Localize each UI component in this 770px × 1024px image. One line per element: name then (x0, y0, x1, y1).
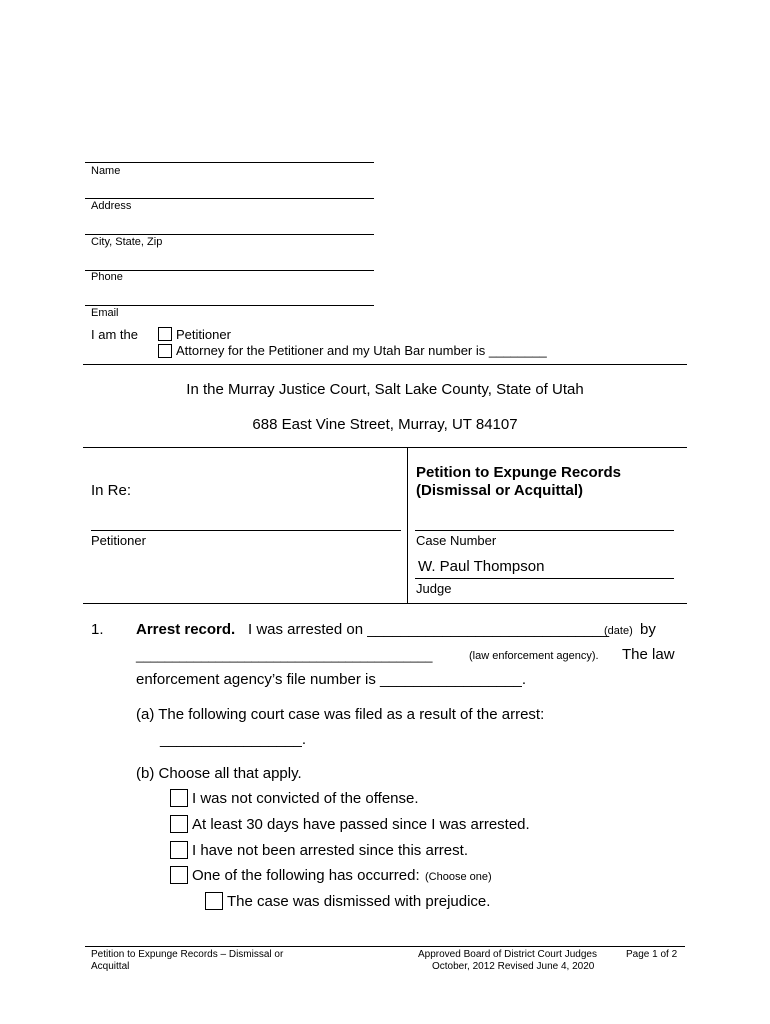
phone-label: Phone (91, 271, 123, 283)
case-number-label: Case Number (416, 533, 497, 548)
divider-caption-bottom (83, 603, 687, 604)
petitioner-checkbox[interactable] (158, 327, 172, 341)
not-arrested-label: I have not been arrested since this arrest. (192, 842, 468, 859)
address-label: Address (91, 200, 132, 212)
phone-line (85, 270, 374, 271)
footer-revision: October, 2012 Revised June 4, 2020 (432, 961, 595, 972)
address-line (85, 198, 374, 199)
section-number: 1. (91, 621, 104, 638)
document-subtitle: (Dismissal or Acquittal) (416, 482, 583, 499)
name-line (85, 162, 374, 163)
court-name: In the Murray Justice Court, Salt Lake County, State of Utah (186, 381, 584, 398)
caption-vertical-divider (407, 447, 408, 603)
email-line (85, 305, 374, 306)
email-label: Email (91, 307, 119, 319)
petitioner-option: Petitioner (176, 327, 231, 342)
judge-name[interactable]: W. Paul Thompson (418, 558, 545, 575)
thirty-days-checkbox[interactable] (170, 815, 188, 833)
role-label: I am the (91, 327, 138, 342)
city-line (85, 234, 374, 235)
city-state-zip-label: City, State, Zip (91, 236, 163, 248)
attorney-option: Attorney for the Petitioner and my Utah Bar number is ________ (176, 343, 547, 358)
divider-caption-top (83, 447, 687, 448)
choose-one-note: (Choose one) (425, 871, 492, 883)
footer-line (85, 946, 685, 947)
one-occurred-checkbox[interactable] (170, 866, 188, 884)
one-occurred-label: One of the following has occurred: (192, 867, 420, 884)
in-re-label: In Re: (91, 482, 132, 499)
judge-label: Judge (416, 581, 452, 596)
the-law-text: The law (622, 646, 675, 663)
case-number-line (415, 530, 674, 531)
document-title: Petition to Expunge Records (416, 464, 622, 481)
section-heading: Arrest record. (136, 621, 236, 638)
dismissed-checkbox[interactable] (205, 892, 223, 910)
footer-left-line1: Petition to Expunge Records – Dismissal or (91, 949, 284, 960)
divider-top (83, 364, 687, 365)
attorney-checkbox[interactable] (158, 344, 172, 358)
item-a-blank: _________________. (160, 731, 306, 748)
item-a-text: (a) The following court case was filed as a result of the arrest: (136, 706, 545, 723)
petitioner-line (91, 530, 401, 531)
agency-note: (law enforcement agency). (469, 650, 599, 662)
judge-line (415, 578, 674, 579)
arrest-date-text: I was arrested on _____________________________ (248, 621, 610, 638)
item-b-text: (b) Choose all that apply. (136, 765, 302, 782)
by-text: by (640, 621, 656, 638)
footer-left-line2: Acquittal (91, 961, 130, 972)
footer-approval: Approved Board of District Court Judges (418, 949, 597, 960)
petitioner-label: Petitioner (91, 533, 146, 548)
name-label: Name (91, 165, 121, 177)
not-convicted-label: I was not convicted of the offense. (192, 790, 419, 807)
file-number-text: enforcement agency’s file number is _________________. (136, 671, 526, 688)
court-address: 688 East Vine Street, Murray, UT 84107 (252, 416, 518, 433)
date-note: (date) (604, 625, 633, 637)
footer-page-number: Page 1 of 2 (626, 949, 678, 960)
thirty-days-label: At least 30 days have passed since I was arrested. (192, 816, 530, 833)
not-arrested-checkbox[interactable] (170, 841, 188, 859)
not-convicted-checkbox[interactable] (170, 789, 188, 807)
dismissed-label: The case was dismissed with prejudice. (227, 893, 491, 910)
agency-blank: _________________________________________ (136, 648, 433, 663)
